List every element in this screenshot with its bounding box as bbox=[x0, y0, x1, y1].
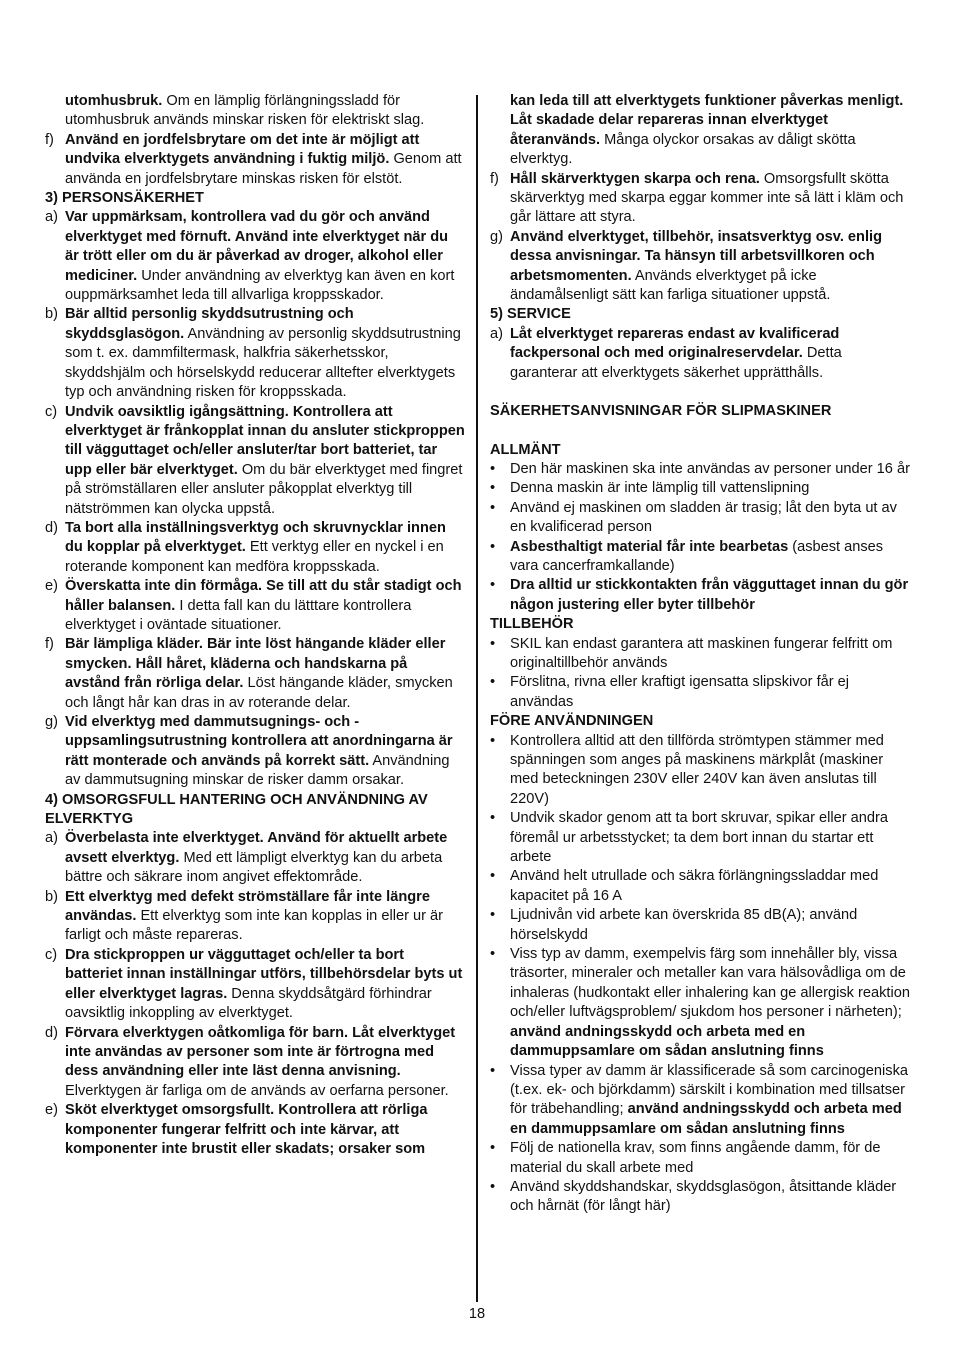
list-item bbox=[490, 460, 910, 479]
bold-text: använd andningsskydd och arbeta med en dammuppsamlare om sådan anslutning finns bbox=[510, 1023, 824, 1060]
right-column bbox=[490, 92, 910, 1217]
column-divider bbox=[476, 95, 478, 1302]
bold-text: Sköt elverktyget omsorgsfullt. Kontrollera att rörliga komponenter fungerar felfritt och inte kärvar, att komponenter inte brustit eller skadats; orsaker som bbox=[65, 1102, 428, 1157]
body-text: Löst hängande kläder, smycken och långt hår kan dras in av roterande delar. bbox=[65, 675, 453, 711]
list-item bbox=[490, 1178, 910, 1217]
list-item bbox=[490, 576, 910, 615]
bullet-marker: • bbox=[490, 460, 496, 477]
body-text: Användning av personlig skyddsutrustning som t. ex. dammfiltermask, halkfria säkerhetsskor, skyddshjälm och hörselskydd reducerar alltefter elverktygets typ och användning risken för kroppsskada. bbox=[65, 325, 461, 401]
body-text: Använd helt utrullade och säkra förlängningssladdar med kapacitet på 16 A bbox=[510, 868, 879, 904]
bullet-marker: • bbox=[490, 635, 496, 652]
bullet-marker: • bbox=[490, 1140, 496, 1157]
body-text: Kontrollera alltid att den tillförda strömtypen stämmer med spänningen som anges på maskinens märkplåt (maskiner med beteckningen 230V eller 240V kan även anslutas till 220V) bbox=[510, 732, 884, 807]
body-text: Användning av dammutsugning minskar de risker damm orsakar. bbox=[65, 752, 450, 789]
item-marker: g) bbox=[490, 228, 503, 245]
bold-text: Bär lämpliga kläder. Bär inte löst hängande kläder eller smycken. Håll håret, kläderna och handskarna på avstånd från rörliga delar. bbox=[65, 636, 446, 692]
bullet-marker: • bbox=[490, 577, 496, 594]
list-item bbox=[45, 713, 465, 791]
list-item bbox=[45, 829, 465, 887]
body-text: Följ de nationella krav, som finns angående damm, för de material du skall arbete med bbox=[510, 1140, 881, 1176]
bold-text: Använd elverktyget, tillbehör, insatsverktyg osv. enlig dessa anvisningar. Ta hänsyn till arbetsvillkoren och arbetsmomenten. bbox=[510, 228, 882, 284]
spacer bbox=[490, 422, 910, 441]
body-text: Denna skyddsåtgärd förhindrar oavsiktlig inkoppling av elverktyget. bbox=[65, 985, 432, 1022]
body-text: I detta fall kan du lätttare kontrollera elverktyget i oväntade situationer. bbox=[65, 597, 412, 633]
body-text: Ett verktyg eller en nyckel i en roterande komponent kan medföra kroppsskada. bbox=[65, 539, 444, 575]
body-text: Om du bär elverktyget med fingret på strömställaren eller ansluter påkopplat elverktyg till nätströmmen kan olycka uppstå. bbox=[65, 461, 463, 517]
heading: ALLMÄNT bbox=[490, 441, 561, 458]
list-item bbox=[490, 809, 910, 867]
paragraph bbox=[45, 92, 465, 131]
body-text: Används elverktyget på icke ändamålsenligt sätt kan farliga situationer uppstå. bbox=[510, 267, 831, 304]
bullet-marker: • bbox=[490, 946, 496, 963]
list-item bbox=[490, 1062, 910, 1140]
bold-text: Undvik oavsiktlig igångsättning. Kontrollera att elverktyget är frånkopplat innan du ansluter stickproppen till vägguttaget och/eller ansluter/tar bort batteriet, tar upp eller bär elverktyget. bbox=[65, 403, 465, 478]
item-marker: e) bbox=[45, 578, 58, 595]
bold-text: Överskatta inte din förmåga. Se till att du står stadigt och håller balansen. bbox=[65, 578, 462, 614]
list-item bbox=[490, 906, 910, 945]
bold-text: Bär alltid personlig skyddsutrustning och skyddsglasögon. bbox=[65, 306, 354, 342]
bold-text: Använd en jordfelsbrytare om det inte är möjligt att undvika elverktygets användning i fuktig miljö. bbox=[65, 131, 420, 168]
bullet-marker: • bbox=[490, 538, 496, 555]
bold-text: Överbelasta inte elverktyget. Använd för aktuellt arbete avsett elverktyg. bbox=[65, 830, 448, 866]
list-item bbox=[45, 888, 465, 946]
list-item bbox=[490, 1139, 910, 1178]
item-marker: b) bbox=[45, 306, 58, 323]
body-text: Detta garanterar att elverktygets säkerhet upprätthålls. bbox=[510, 345, 842, 381]
list-item bbox=[45, 131, 465, 189]
body-text: Den här maskinen ska inte användas av personer under 16 år bbox=[510, 460, 910, 477]
item-marker: a) bbox=[490, 325, 503, 342]
body-text: Förslitna, rivna eller kraftigt igensatta slipskivor får ej användas bbox=[510, 674, 850, 710]
bold-text: Ta bort alla inställningsverktyg och skruvnycklar innen du kopplar på elverktyget. bbox=[65, 519, 446, 556]
item-marker: f) bbox=[45, 131, 54, 148]
item-marker: b) bbox=[45, 888, 58, 905]
page-number: 18 bbox=[468, 1306, 486, 1322]
body-text: Använd ej maskinen om sladden är trasig; låt den byta ut av en kvalificerad person bbox=[510, 499, 897, 536]
spacer bbox=[490, 383, 910, 402]
body-text: Med ett lämpligt elverktyg kan du arbeta bättre och säkrare inom angivet effektområde. bbox=[65, 849, 443, 886]
bold-text: kan leda till att elverktygets funktioner påverkas menligt. Låt skadade delar repareras innan elverktyget återanvänds. bbox=[510, 93, 904, 148]
list-item bbox=[45, 403, 465, 519]
item-marker: c) bbox=[45, 946, 58, 963]
body-text: Undvik skador genom att ta bort skruvar, spikar eller andra föremål ur arbetsstycket; ta dem bort innan du startar ett arbete bbox=[510, 810, 888, 866]
body-text: Använd skyddshandskar, skyddsglasögon, åtsittande kläder och hårnät (för långt här) bbox=[510, 1178, 897, 1215]
paragraph bbox=[490, 92, 910, 170]
list-item bbox=[45, 1024, 465, 1102]
body-text: Om en lämplig förlängningssladd för utomhusbruk används minskar risken för elektriskt slag. bbox=[65, 93, 425, 129]
body-text: Ett elverktyg som inte kan kopplas in eller ur är farligt och måste repareras. bbox=[65, 908, 443, 944]
item-marker: d) bbox=[45, 519, 58, 536]
list-item bbox=[45, 305, 465, 402]
section-heading: 3) PERSONSÄKERHET bbox=[45, 190, 204, 207]
bold-text: Förvara elverktygen oåtkomliga för barn. Låt elverktyget inte användas av personer som inte är förtrogna med dess användning eller inte läst denna anvisning. bbox=[65, 1024, 456, 1080]
list-item bbox=[45, 208, 465, 305]
bold-text: Dra alltid ur stickkontakten från vägguttaget innan du gör någon justering eller byter tillbehör bbox=[510, 577, 909, 613]
list-item bbox=[490, 325, 910, 383]
body-text: Vissa typer av damm är klassificerade så som carcinogeniska (t.ex. ek- och björkdamm) särskilt i kombination med tillsatser för träbehandling; bbox=[510, 1062, 908, 1118]
body-text: SKIL kan endast garantera att maskinen fungerar felfritt om originaltillbehör används bbox=[510, 635, 893, 671]
list-item bbox=[490, 479, 910, 498]
list-item bbox=[490, 499, 910, 538]
bullet-marker: • bbox=[490, 674, 496, 691]
bullet-marker: • bbox=[490, 1062, 496, 1079]
body-text: Många olyckor orsakas av dåligt skötta elverktyg. bbox=[510, 131, 856, 168]
item-marker: a) bbox=[45, 830, 58, 847]
bullet-marker: • bbox=[490, 868, 496, 885]
body-text: Under användning av elverktyg kan även en kort ouppmärksamhet leda till allvarliga kroppsskador. bbox=[65, 267, 455, 304]
item-marker: c) bbox=[45, 403, 58, 420]
bold-text: Ett elverktyg med defekt strömställare får inte längre användas. bbox=[65, 888, 430, 925]
list-item bbox=[490, 673, 910, 712]
list-item bbox=[490, 945, 910, 1061]
list-item bbox=[490, 635, 910, 674]
bold-text: Asbesthaltigt material får inte bearbetas bbox=[510, 538, 789, 555]
list-item bbox=[490, 170, 910, 228]
heading: SÄKERHETSANVISNINGAR FÖR SLIPMASKINER bbox=[490, 403, 832, 420]
heading: TILLBEHÖR bbox=[490, 616, 574, 633]
bullet-marker: • bbox=[490, 480, 496, 497]
bullet-marker: • bbox=[490, 499, 496, 516]
list-item bbox=[45, 577, 465, 635]
item-marker: g) bbox=[45, 714, 58, 730]
bullet-marker: • bbox=[490, 732, 496, 749]
section-heading: 5) SERVICE bbox=[490, 306, 571, 323]
list-item bbox=[490, 228, 910, 306]
body-text: Ljudnivån vid arbete kan överskrida 85 dB(A); använd hörselskydd bbox=[510, 907, 858, 943]
bullet-marker: • bbox=[490, 1178, 496, 1195]
item-marker: f) bbox=[490, 170, 499, 187]
body-text: Denna maskin är inte lämplig till vattenslipning bbox=[510, 480, 810, 497]
left-column bbox=[45, 92, 465, 1159]
list-item bbox=[45, 1101, 465, 1159]
body-text: Viss typ av damm, exempelvis färg som innehåller bly, vissa träsorter, mineraler och metaller kan vara hälsovådliga om de inhaleras (hudkontakt eller inhalering kan ge allergisk reaktion och/eller luftvägsproblem/ sjukdom hos personer i närheten); bbox=[510, 946, 910, 1021]
body-text: Omsorgsfullt skötta skärverktyg med skarpa eggar kommer inte så lätt i kläm och går lättare att styra. bbox=[510, 170, 904, 226]
bold-text: Var uppmärksam, kontrollera vad du gör och använd elverktyget med förnuft. Använd inte elverktyget när du är trött eller om du är påverkad av droger, alkohol eller mediciner. bbox=[65, 209, 449, 284]
item-marker: d) bbox=[45, 1024, 58, 1041]
body-text: Genom att använda en jordfelsbrytare minskas risken för elstöt. bbox=[65, 151, 462, 187]
list-item bbox=[45, 946, 465, 1024]
body-text: (asbest anses vara cancerframkallande) bbox=[510, 538, 884, 574]
list-item bbox=[490, 732, 910, 810]
body-text: Elverktygen är farliga om de används av oerfarna personer. bbox=[65, 1082, 449, 1099]
bold-text: Dra stickproppen ur vägguttaget och/eller ta bort batteriet innan inställningar utförs, tillbehörsdelar byts ut eller elverktyget lagras. bbox=[65, 946, 463, 1002]
list-item bbox=[490, 538, 910, 577]
list-item bbox=[45, 519, 465, 577]
bold-text: Låt elverktyget repareras endast av kvalificerad fackpersonal och med originalreservdelar. bbox=[510, 325, 840, 362]
section-heading: 4) OMSORGSFULL HANTERING OCH ANVÄNDNING AV ELVERKTYG bbox=[45, 791, 428, 828]
item-marker: f) bbox=[45, 636, 54, 653]
bold-text: Håll skärverktygen skarpa och rena. bbox=[510, 170, 760, 187]
bold-text: Vid elverktyg med dammutsugnings- och -uppsamlingsutrustning kontrollera att anordningarna är rätt monterade och används på korrekt sätt. bbox=[65, 714, 453, 769]
bold-text: använd andningsskydd och arbeta med en dammuppsamlare om sådan anslutning finns bbox=[510, 1101, 902, 1137]
bold-text: utomhusbruk. bbox=[65, 93, 163, 109]
bullet-marker: • bbox=[490, 907, 496, 924]
item-marker: a) bbox=[45, 209, 58, 226]
list-item bbox=[45, 635, 465, 713]
list-item bbox=[490, 867, 910, 906]
bullet-marker: • bbox=[490, 810, 496, 827]
heading: FÖRE ANVÄNDNINGEN bbox=[490, 713, 654, 730]
item-marker: e) bbox=[45, 1102, 58, 1119]
